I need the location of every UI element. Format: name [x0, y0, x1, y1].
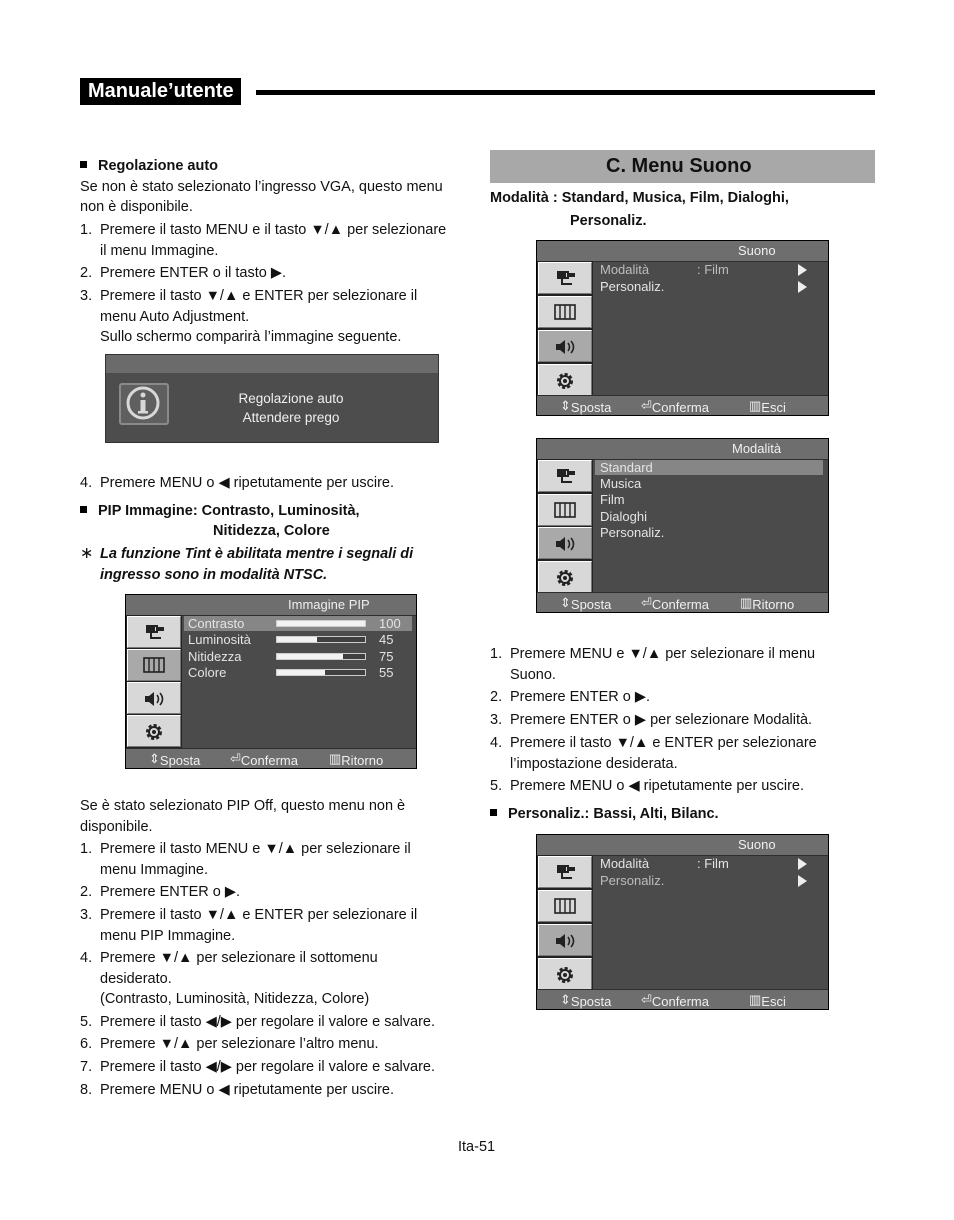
pip-step-5: 5. Premere il tasto ◀/▶ per regolare il valore e salvare.: [80, 1014, 435, 1030]
note-line-2: ingresso sono in modalità NTSC.: [100, 567, 328, 583]
pip-row-label-contrast: Contrasto: [188, 616, 245, 631]
picture-icon[interactable]: [538, 296, 592, 328]
mode-option-film[interactable]: Film: [600, 492, 625, 507]
pip-step-2: 2. Premere ENTER o ▶.: [80, 884, 241, 900]
setup-gear-icon[interactable]: [127, 715, 181, 747]
sound-step-4: 4. Premere il tasto ▼/▲ e ENTER per selezionare l’impostazione desiderata.: [490, 735, 817, 772]
osd-footer: [537, 395, 828, 415]
pip-step-7: 7. Premere il tasto ◀/▶ per regolare il valore e salvare.: [80, 1059, 435, 1075]
note-line-1: La funzione Tint è abilitata mentre i segnali di: [100, 546, 414, 562]
picture-icon[interactable]: [538, 890, 592, 922]
move-hint: ⇕ Sposta: [560, 595, 612, 612]
sound-osd-mode: [536, 240, 829, 416]
auto-step-2: 2. Premere ENTER o il tasto ▶.: [80, 265, 287, 281]
picture-icon[interactable]: [538, 494, 592, 526]
osd-title: Suono: [738, 837, 776, 852]
osd-footer: [537, 989, 828, 1009]
pip-slider-color[interactable]: [276, 669, 366, 676]
custom-row-label[interactable]: Personaliz.: [600, 873, 665, 888]
section-heading-custom: Personaliz.: Bassi, Alti, Bilanc.: [490, 804, 719, 825]
auto-intro-line1: Se non è stato selezionato l’ingresso VGA, questo menu: [80, 179, 443, 195]
osd-footer: [537, 592, 828, 612]
page-number: Ita-51: [458, 1139, 496, 1155]
info-line-2: Attendere prego: [242, 410, 340, 425]
pip-row-label-color: Colore: [188, 665, 227, 680]
osd-icon-column: [537, 459, 593, 594]
note-asterisk: ∗: [80, 545, 94, 562]
enter-hint: ⏎ Conferma: [230, 751, 298, 768]
osd-footer: [126, 748, 416, 768]
mode-row-value: : Film: [697, 856, 729, 871]
pip-row-label-brightness: Luminosità: [188, 632, 251, 647]
pip-value-contrast: 100: [379, 616, 401, 631]
auto-adjust-osd: [105, 354, 439, 443]
pip-slider-sharpness[interactable]: [276, 653, 366, 660]
info-line-1: Regolazione auto: [238, 391, 344, 406]
sound-step-2: 2. Premere ENTER o ▶.: [490, 689, 651, 705]
sound-step-1: 1. Premere MENU e ▼/▲ per selezionare il menu Suono.: [490, 646, 816, 683]
sound-icon[interactable]: [538, 527, 592, 559]
setup-gear-icon[interactable]: [538, 561, 592, 593]
bullet-square: [80, 506, 87, 513]
osd-title-bar: [106, 355, 438, 373]
osd-title-bar: [537, 835, 828, 856]
setup-gear-icon[interactable]: [538, 958, 592, 990]
enter-hint: ⏎ Conferma: [641, 595, 709, 612]
osd-icon-column: [537, 261, 593, 397]
osd-title: Immagine PIP: [288, 597, 370, 612]
pip-step-8: 8. Premere MENU o ◀ ripetutamente per uscire.: [80, 1082, 395, 1098]
move-hint: ⇕ Sposta: [149, 751, 201, 768]
osd-icon-column: [126, 615, 182, 749]
pip-value-color: 55: [379, 665, 394, 680]
section-heading-auto: Regolazione auto: [80, 156, 218, 177]
auto-step-1: 1. Premere il tasto MENU e il tasto ▼/▲ per selezionare il menu Immagine.: [80, 222, 447, 259]
pip-intro-line1: Se è stato selezionato PIP Off, questo menu non è: [80, 798, 406, 814]
mode-option-dialog[interactable]: Dialoghi: [600, 509, 647, 524]
bullet-square: [490, 809, 497, 816]
sound-step-5: 5. Premere MENU o ◀ ripetutamente per uscire.: [490, 778, 805, 794]
input-icon[interactable]: [538, 460, 592, 492]
return-hint: ▥ Ritorno: [329, 751, 384, 768]
header-rule: [256, 90, 875, 95]
move-hint: ⇕ Sposta: [560, 398, 612, 415]
enter-hint: ⏎ Conferma: [641, 992, 709, 1009]
mode-option-music[interactable]: Musica: [600, 476, 642, 491]
sound-icon[interactable]: [127, 682, 181, 714]
setup-gear-icon[interactable]: [538, 364, 592, 396]
mode-option-standard[interactable]: Standard: [600, 460, 653, 475]
sound-icon[interactable]: [538, 330, 592, 362]
pip-intro-line2: disponibile.: [80, 819, 153, 835]
osd-title: Modalità: [732, 441, 782, 456]
osd-title-bar: [537, 241, 828, 262]
osd-title-bar: [126, 595, 416, 616]
pip-value-brightness: 45: [379, 632, 394, 647]
osd-title: Suono: [738, 243, 776, 258]
move-hint: ⇕ Sposta: [560, 992, 612, 1009]
sound-step-3: 3. Premere ENTER o ▶ per selezionare Modalità.: [490, 712, 813, 728]
input-icon[interactable]: [538, 856, 592, 888]
pip-image-osd: [125, 594, 417, 769]
section-heading-pip-2: Nitidezza, Colore: [213, 523, 330, 539]
pip-slider-contrast[interactable]: [276, 620, 366, 627]
section-title-sound-menu: C. Menu Suono: [490, 150, 875, 183]
custom-row-label[interactable]: Personaliz.: [600, 279, 665, 294]
osd-icon-column: [537, 855, 593, 991]
mode-row-label[interactable]: Modalità: [600, 262, 650, 277]
mode-options-line2: Personaliz.: [570, 213, 647, 229]
pip-step-4: 4. Premere ▼/▲ per selezionare il sottomenu desiderato. (Contrasto, Luminosità, Nitidezza, Colore): [80, 950, 378, 1007]
section-heading-pip: PIP Immagine: Contrasto, Luminosità,: [80, 501, 360, 522]
submenu-arrow-icon: [798, 281, 807, 293]
pip-value-sharpness: 75: [379, 649, 394, 664]
submenu-arrow-icon: [798, 264, 807, 276]
submenu-arrow-icon: [798, 875, 807, 887]
mode-row-value: : Film: [697, 262, 729, 277]
pip-slider-brightness[interactable]: [276, 636, 366, 643]
auto-step-3: 3. Premere il tasto ▼/▲ e ENTER per selezionare il menu Auto Adjustment. Sullo schermo comparirà l’immagine seguente.: [80, 288, 418, 345]
picture-icon[interactable]: [127, 649, 181, 681]
pip-row-label-sharpness: Nitidezza: [188, 649, 242, 664]
pip-step-6: 6. Premere ▼/▲ per selezionare l’altro menu.: [80, 1036, 379, 1052]
sound-icon[interactable]: [538, 924, 592, 956]
submenu-arrow-icon: [798, 858, 807, 870]
pip-step-1: 1. Premere il tasto MENU e ▼/▲ per selezionare il menu Immagine.: [80, 841, 411, 878]
mode-row-label[interactable]: Modalità: [600, 856, 650, 871]
bullet-square: [80, 161, 87, 168]
sound-mode-list-osd: [536, 438, 829, 613]
input-icon[interactable]: [127, 616, 181, 648]
return-hint: ▥ Ritorno: [740, 595, 795, 612]
mode-option-custom[interactable]: Personaliz.: [600, 525, 665, 540]
enter-hint: ⏎ Conferma: [641, 398, 709, 415]
input-icon[interactable]: [538, 262, 592, 294]
pip-step-3: 3. Premere il tasto ▼/▲ e ENTER per selezionare il menu PIP Immagine.: [80, 907, 418, 944]
osd-title-bar: [537, 439, 828, 460]
exit-hint: ▥ Esci: [749, 992, 786, 1009]
auto-intro-line2: non è disponibile.: [80, 199, 193, 215]
exit-hint: ▥ Esci: [749, 398, 786, 415]
auto-step-4: 4. Premere MENU o ◀ ripetutamente per uscire.: [80, 475, 395, 491]
page-header-title: Manuale’utente: [80, 78, 241, 105]
mode-options-line1: Modalità : Standard, Musica, Film, Dialoghi,: [490, 190, 789, 206]
sound-osd-custom: [536, 834, 829, 1010]
